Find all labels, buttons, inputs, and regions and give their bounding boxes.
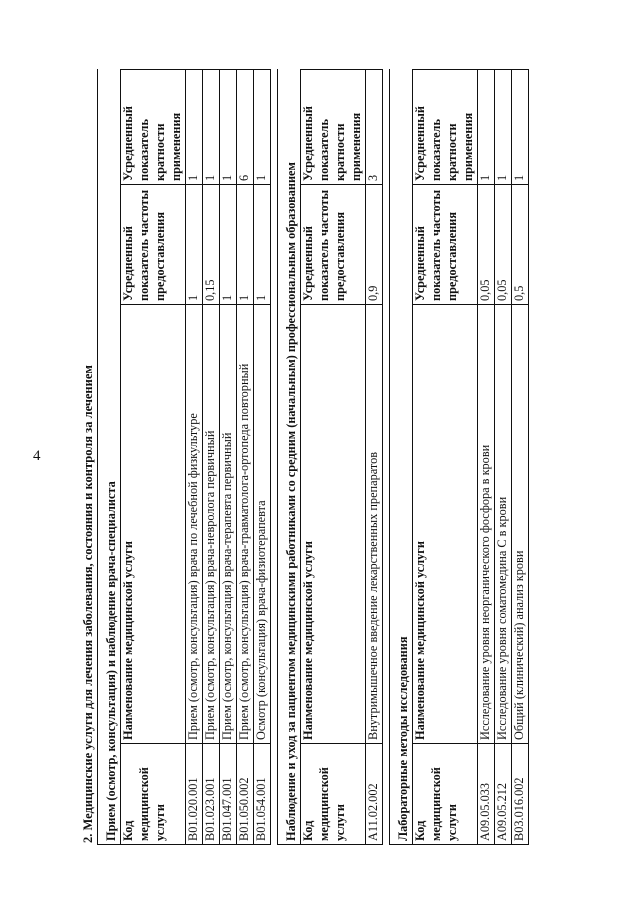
header-multiplicity: Усредненный показатель кратности применения: [301, 69, 366, 184]
table-row: [254, 69, 271, 844]
header-code: Код медицинской услуги: [301, 744, 366, 845]
header-multiplicity: Усредненный показатель кратности применения: [121, 69, 186, 184]
group-title: Лабораторные методы исследования: [390, 69, 413, 844]
service-code: B03.016.002: [511, 744, 528, 845]
service-name: Осмотр (консультация) врача-физиотерапевта: [254, 305, 271, 744]
header-frequency: Усредненный показатель частоты предоставления: [121, 185, 186, 305]
header-name: Наименование медицинской услуги: [301, 305, 366, 744]
page-number: 4: [33, 448, 41, 464]
service-code: B01.047.001: [220, 744, 237, 845]
service-name: Прием (осмотр, консультация) врача по лечебной физкультуре: [186, 305, 203, 744]
multiplicity-value: 1: [477, 69, 494, 184]
group-title-row: [98, 69, 121, 844]
table-row: [237, 69, 254, 844]
service-code: B01.050.002: [237, 744, 254, 845]
group-title-row: [278, 69, 301, 844]
frequency-value: 0,05: [494, 185, 511, 305]
service-name: Прием (осмотр, консультация) врача-травматолога-ортопеда повторный: [237, 305, 254, 744]
frequency-value: 1: [237, 185, 254, 305]
multiplicity-value: 1: [220, 69, 237, 184]
header-name: Наименование медицинской услуги: [412, 305, 477, 744]
section-title: 2. Медицинские услуги для лечения заболевания, состояния и контроля за лечением: [81, 365, 95, 843]
service-name: Исследование уровня соматомедина C в крови: [494, 305, 511, 744]
frequency-value: 0,9: [366, 185, 383, 305]
frequency-value: 1: [220, 185, 237, 305]
header-row: [121, 69, 186, 844]
rotated-page-content: [80, 70, 550, 845]
header-frequency: Усредненный показатель частоты предоставления: [301, 185, 366, 305]
group-gap: [383, 69, 390, 844]
table-row: [494, 69, 511, 844]
header-code: Код медицинской услуги: [412, 744, 477, 845]
header-row: [301, 69, 366, 844]
table-row: [366, 69, 383, 844]
group-title: Наблюдение и уход за пациентом медицинскими работниками со средним (начальным) профессиональным образованием: [278, 69, 301, 844]
frequency-value: 0,15: [203, 185, 220, 305]
group-title-row: [390, 69, 413, 844]
header-name: Наименование медицинской услуги: [121, 305, 186, 744]
service-name: Внутримышечное введение лекарственных препаратов: [366, 305, 383, 744]
service-code: B01.054.001: [254, 744, 271, 845]
multiplicity-value: 6: [237, 69, 254, 184]
service-code: B01.023.001: [203, 744, 220, 845]
service-name: Общий (клинический) анализ крови: [511, 305, 528, 744]
service-code: B01.020.001: [186, 744, 203, 845]
multiplicity-value: 1: [203, 69, 220, 184]
table-row: [511, 69, 528, 844]
multiplicity-value: 1: [494, 69, 511, 184]
table-row: [203, 69, 220, 844]
multiplicity-value: 3: [366, 69, 383, 184]
service-name: Исследование уровня неорганического фосфора в крови: [477, 305, 494, 744]
frequency-value: 1: [254, 185, 271, 305]
multiplicity-value: 1: [186, 69, 203, 184]
service-name: Прием (осмотр, консультация) врача-невролога первичный: [203, 305, 220, 744]
service-code: A09.05.033: [477, 744, 494, 845]
frequency-value: 1: [186, 185, 203, 305]
service-code: A11.02.002: [366, 744, 383, 845]
multiplicity-value: 1: [511, 69, 528, 184]
group-gap-cell: [271, 69, 278, 844]
service-name: Прием (осмотр, консультация) врача-терапевта первичный: [220, 305, 237, 744]
group-title: Прием (осмотр, консультация) и наблюдение врача-специалиста: [98, 69, 121, 844]
table-row: [186, 69, 203, 844]
services-table-body: [98, 69, 529, 844]
frequency-value: 0,5: [511, 185, 528, 305]
header-frequency: Усредненный показатель частоты предоставления: [412, 185, 477, 305]
header-code: Код медицинской услуги: [121, 744, 186, 845]
group-gap: [271, 69, 278, 844]
frequency-value: 0,05: [477, 185, 494, 305]
group-gap-cell: [383, 69, 390, 844]
services-table: [97, 69, 529, 845]
service-code: A09.05.212: [494, 744, 511, 845]
multiplicity-value: 1: [254, 69, 271, 184]
header-row: [412, 69, 477, 844]
header-multiplicity: Усредненный показатель кратности применения: [412, 69, 477, 184]
table-row: [477, 69, 494, 844]
table-row: [220, 69, 237, 844]
